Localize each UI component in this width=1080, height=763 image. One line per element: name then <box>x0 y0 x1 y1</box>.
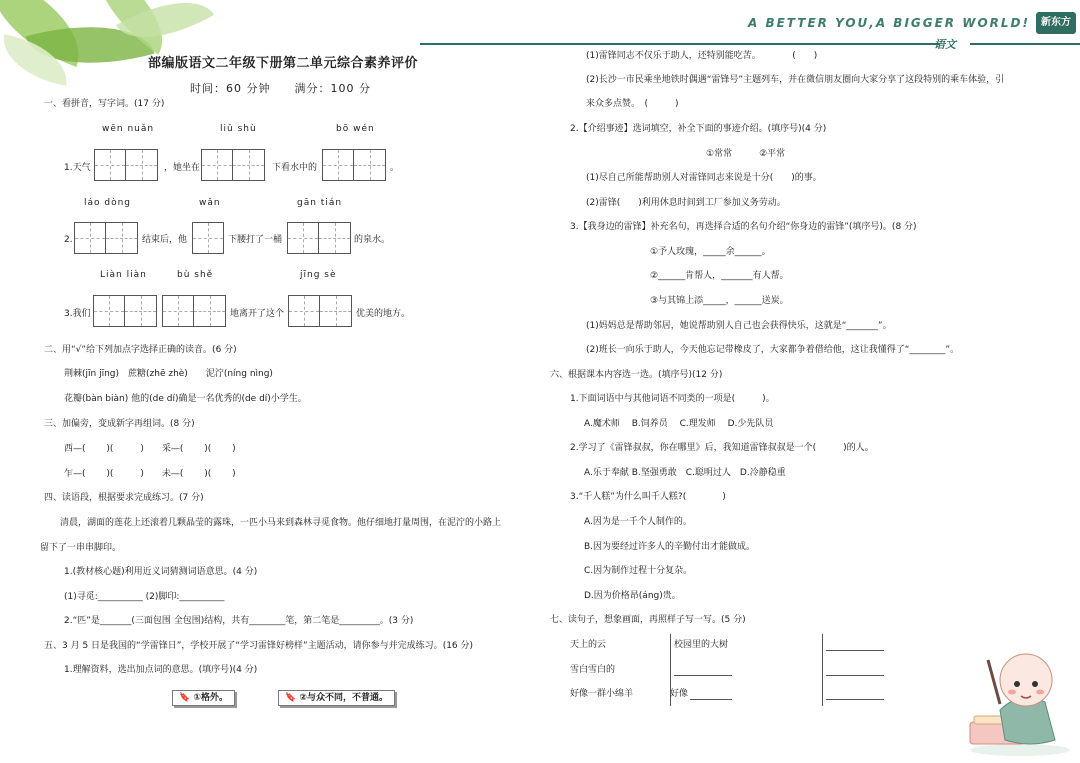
example-text: 好像 <box>670 689 689 699</box>
example-text: 天上的云 <box>570 640 607 650</box>
writing-grid[interactable] <box>287 222 351 254</box>
page-title: 部编版语文二年级下册第二单元综合素养评价 <box>148 56 419 71</box>
sentence-text: 。 <box>390 163 400 173</box>
section-3-heading: 三、加偏旁，变成新字再组词。(8 分) <box>44 419 195 429</box>
options-line: A.因为是一千个人制作的。 <box>584 517 692 527</box>
pinyin: wǎn <box>199 198 221 208</box>
section-5-heading: 五、3 月 5 日是我国的“学雷锋日”，学校开展了“学习雷锋好榜样”主题活动，请你参与并完成练习。(16 分) <box>44 641 474 651</box>
writing-grid[interactable] <box>201 149 265 181</box>
question-line: ②______肯帮人，_______有人帮。 <box>650 271 789 281</box>
options-line: A.魔术师 B.饲养员 C.理发师 D.少先队员 <box>584 419 774 429</box>
question-line: 来众多点赞。 ( ) <box>586 99 679 109</box>
question-line: 乍—( )( ) 未—( )( ) <box>64 469 236 479</box>
writing-grid[interactable] <box>94 149 158 181</box>
pinyin: liǔ shù <box>220 124 257 134</box>
brand-logo: 新东方 <box>1036 12 1076 34</box>
sentence-text: 下腰打了一桶 <box>228 235 283 245</box>
pinyin: wēn nuǎn <box>102 124 155 134</box>
section-2-heading: 二、用“√”给下列加点字选择正确的读音。(6 分) <box>44 345 237 355</box>
question-line: 1.(教材核心题)利用近义词猜测词语意思。(4 分) <box>64 567 258 577</box>
question-line: 3.【我身边的雷锋】补充名句，再选择合适的名句介绍“你身边的雷锋”(填序号)。(8 分) <box>570 222 917 232</box>
question-line: (2)雷锋( )利用休息时间到工厂参加义务劳动。 <box>586 198 786 208</box>
section-7-heading: 七、读句子，想象画面，再照样子写一写。(5 分) <box>550 615 746 625</box>
answer-blank[interactable] <box>826 699 884 700</box>
pinyin: jīng sè <box>300 270 337 280</box>
writing-grid[interactable] <box>192 222 224 254</box>
pinyin: gān tián <box>297 198 343 208</box>
question-line: 西—( )( ) 采—( )( ) <box>64 444 236 454</box>
writing-grid[interactable] <box>288 295 352 327</box>
question-line: (1)雷锋同志不仅乐于助人，还特别能吃苦。 ( ) <box>586 51 818 61</box>
writing-grid[interactable] <box>74 222 138 254</box>
header-slogan: A BETTER YOU,A BIGGER WORLD! <box>748 16 1030 30</box>
passage-text: 清晨，湖面的莲花上还滚着几颗晶莹的露珠，一匹小马来到森林寻觅食物。他仔细地打量周围，在泥泞的小路上 <box>60 518 502 528</box>
answer-blank[interactable] <box>690 699 732 700</box>
question-line: 荆棘(jīn jīng) 蔗糖(zhē zhè) 泥泞(níng nìng) <box>64 369 273 379</box>
options-line: A.乐于奉献 B.坚强勇敢 C.聪明过人 D.冷静稳重 <box>584 468 786 478</box>
sentence-text: 3.我们 <box>64 309 91 319</box>
section-6-heading: 六、根据课本内容选一选。(填序号)(12 分) <box>550 370 723 380</box>
column-divider <box>822 634 823 706</box>
question-line: 2.【介绍事迹】选词填空，补全下面的事迹介绍。(填序号)(4 分) <box>570 124 827 134</box>
sentence-text: 1.天气 <box>64 163 91 173</box>
sentence-text: 的泉水。 <box>354 235 391 245</box>
writing-grid[interactable] <box>93 295 157 327</box>
option-card-text: ②与众不同，不普通。 <box>299 693 388 703</box>
passage-text: 留下了一串串脚印。 <box>40 543 122 553</box>
pinyin: láo dòng <box>84 198 132 208</box>
question-line: ①予人玫瑰，_____余______。 <box>650 247 771 257</box>
sentence-text: 优美的地方。 <box>356 309 411 319</box>
question-line: (1)寻觅:__________ (2)脚印:__________ <box>64 592 225 602</box>
sentence-text: 地离开了这个 <box>230 309 285 319</box>
header-rule <box>970 43 1080 45</box>
options-line: ①常常 ②平常 <box>706 149 786 159</box>
sentence-text: 2. <box>64 235 73 245</box>
question-line: 花瓣(bàn biàn) 他的(de dí)确是一名优秀的(de dí)小学生。 <box>64 394 307 404</box>
example-text: 雪白雪白的 <box>570 665 616 675</box>
question-line: ③与其锦上添_____，______送炭。 <box>650 296 789 306</box>
question-line: 2.学习了《雷锋叔叔，你在哪里》后，我知道雷锋叔叔是一个( )的人。 <box>570 443 874 453</box>
section-1-heading: 一、看拼音，写字词。(17 分) <box>44 99 165 109</box>
question-line: 2.“匹”是_______(三面包围 全包围)结构，共有________笔，第二笔是_________。(3 分) <box>64 616 414 626</box>
question-line: 3.“千人糕”为什么叫千人糕?( ) <box>570 492 726 502</box>
sentence-text: ，她坐在 <box>164 163 201 173</box>
answer-blank[interactable] <box>674 675 732 676</box>
section-4-heading: 四、读语段，根据要求完成练习。(7 分) <box>44 493 204 503</box>
sentence-text: 结束后，他 <box>142 235 188 245</box>
question-line: 1.理解资料，选出加点词的意思。(填序号)(4 分) <box>64 665 258 675</box>
question-line: (1)尽自己所能帮助别人对雷锋同志来说是十分( )的事。 <box>586 173 822 183</box>
pinyin: Liàn liàn <box>100 270 147 280</box>
option-card: 🔖 ②与众不同，不普通。 <box>278 690 395 706</box>
sentence-text: 下看水中的 <box>272 163 318 173</box>
options-line: C.因为制作过程十分复杂。 <box>584 566 693 576</box>
question-line: 1.下面词语中与其他词语不同类的一项是( )。 <box>570 394 775 404</box>
writing-grid[interactable] <box>322 149 386 181</box>
subject-label: 语文 <box>934 38 956 51</box>
question-line: (2)长沙一市民乘坐地铁时偶遇“雷锋号”主题列车，并在微信朋友圈向大家分享了这段特别的乘车体验，引 <box>586 75 1005 85</box>
options-line: D.因为价格昂(áng)贵。 <box>584 591 681 601</box>
exam-meta: 时间：60 分钟 满分：100 分 <box>190 82 371 95</box>
example-text: 好像一群小绵羊 <box>570 689 634 699</box>
example-text: 校园里的大树 <box>674 640 729 650</box>
writing-grid[interactable] <box>162 295 226 327</box>
pinyin: bō wén <box>336 124 375 134</box>
option-card: 🔖 ①格外。 <box>172 690 235 706</box>
question-line: (1)妈妈总是帮助邻居，她说帮助别人自己也会获得快乐，这就是“_______”。 <box>586 321 892 331</box>
pinyin: bù shě <box>177 270 214 280</box>
question-line: (2)班长一向乐于助人，今天他忘记带橡皮了，大家都争着借给他，这让我懂得了“________”。 <box>586 345 960 355</box>
mascot-illustration <box>960 640 1075 758</box>
answer-blank[interactable] <box>826 650 884 651</box>
header-rule <box>420 43 940 45</box>
option-card-text: ①格外。 <box>193 693 228 703</box>
answer-blank[interactable] <box>826 675 884 676</box>
options-line: B.因为要经过许多人的辛勤付出才能做成。 <box>584 542 756 552</box>
